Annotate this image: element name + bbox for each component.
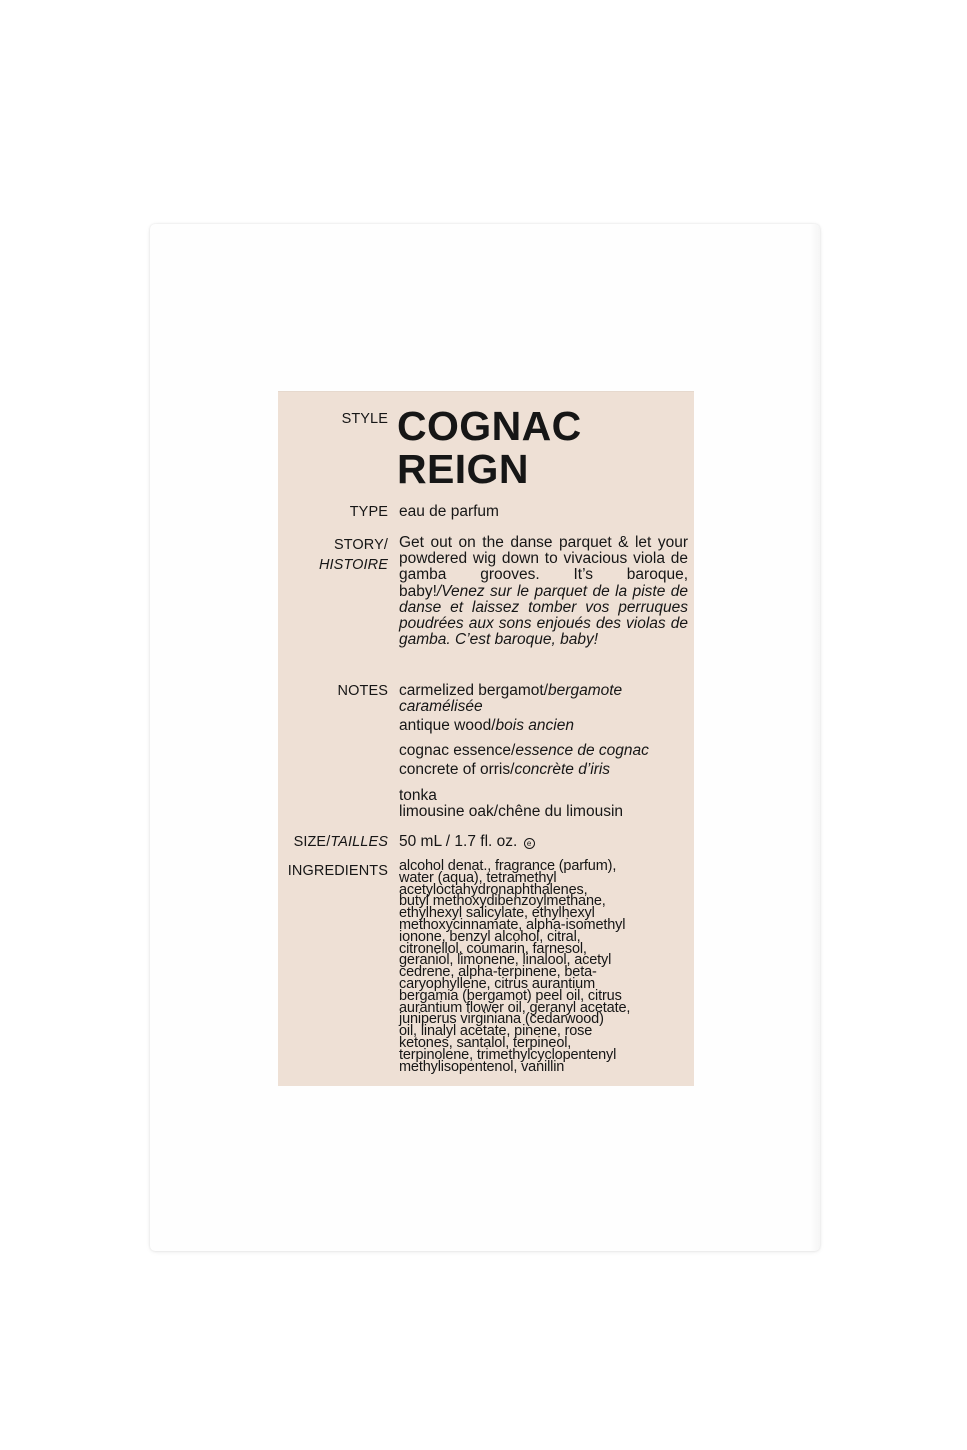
size-label: SIZE/TAILLES: [293, 834, 388, 850]
ingredient-line: citronellol, coumarin, farnesol,: [399, 940, 587, 957]
product-name: [397, 405, 582, 491]
ingredient-line: bergamia (bergamot) peel oil, citrus: [399, 987, 622, 1004]
style-label: STYLE: [341, 411, 388, 427]
ingredient-line: alcohol denat., fragrance (parfum),: [399, 858, 617, 874]
size-value: 50 mL / 1.7 fl. oz. e: [399, 834, 535, 850]
type-value: eau de parfum: [399, 503, 499, 520]
ingredient-line: water (aqua), tetramethyl: [399, 869, 557, 886]
estimated-mark-icon: e: [524, 838, 535, 849]
ingredient-line: methoxycinnamate, alpha-isomethyl: [399, 916, 626, 933]
story-text-en: Get out on the danse parquet & let your powdered wig down to vivacious viola de gamba grooves. It’s baroque, baby!: [399, 534, 688, 600]
story-label-en: STORY/: [333, 537, 388, 553]
note-item: limousine oak/chêne du limousin: [399, 803, 624, 820]
story-text: [399, 535, 688, 648]
note-item: antique wood/bois ancien: [399, 717, 574, 734]
ingredient-line: methylisopentenol, vanillin: [399, 1058, 565, 1075]
product-name-line-1: COGNAC: [397, 403, 582, 449]
ingredient-line: ionone, benzyl alcohol, citral,: [399, 928, 581, 945]
ingredient-line: aurantium flower oil, geranyl acetate,: [399, 999, 631, 1016]
ingredients-list: [399, 858, 689, 1075]
story-text-fr: /Venez sur le parquet de la piste de danse et laissez tomber vos perruques poudrées aux sons enjoués des violas de gamba. C’est baroque, baby!: [399, 582, 688, 649]
ingredients-label: INGREDIENTS: [287, 863, 388, 879]
note-item: cognac essence/essence de cognac: [399, 742, 649, 759]
type-label: TYPE: [349, 504, 388, 520]
story-label: [319, 535, 388, 575]
product-name-line-2: REIGN: [397, 446, 529, 492]
note-item: caramélisée: [399, 698, 483, 715]
ingredient-line: ketones, santalol, terpineol,: [399, 1034, 572, 1051]
ingredient-line: oil, linalyl acetate, pinene, rose: [399, 1023, 593, 1040]
ingredient-line: geraniol, limonene, linalool, acetyl: [399, 952, 612, 969]
story-label-fr: HISTOIRE: [318, 557, 388, 573]
note-item: carmelized bergamot/bergamote: [399, 682, 623, 699]
ingredient-line: cedrene, alpha-terpinene, beta-: [399, 964, 597, 981]
ingredient-line: ethylhexyl salicylate, ethylhexyl: [399, 905, 595, 922]
ingredient-line: caryophyllene, citrus aurantium: [399, 975, 596, 992]
note-item: tonka: [399, 787, 437, 804]
ingredient-line: acetyloctahydronaphthalenes,: [399, 881, 588, 898]
note-item: concrete of orris/concrète d’iris: [399, 761, 611, 778]
box-side-shading: [810, 224, 820, 1251]
ingredient-line: juniperus virginiana (cedarwood): [399, 1011, 604, 1028]
notes-label: NOTES: [337, 683, 388, 699]
product-label: [278, 391, 694, 1086]
ingredient-line: butyl methoxydibenzoylmethane,: [399, 893, 606, 910]
ingredient-line: terpinolene, trimethylcyclopentenyl: [399, 1046, 617, 1063]
